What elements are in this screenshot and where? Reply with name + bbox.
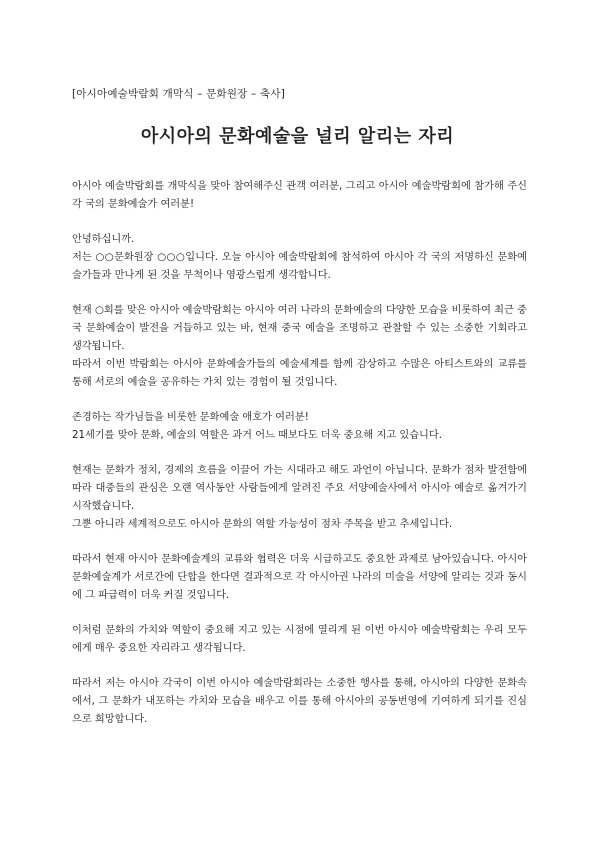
paragraph [72,462,527,534]
paragraph-line: 현재는 문화가 정치, 경제의 흐름을 이끌어 가는 시대라고 해도 과언이 아닙니다. 문화가 점차 발전함에 따라 대중들의 관심은 오랜 역사동안 사람들에게 알려진 주요 서양예술사에서 아시아 예술로 옮겨가기 시작했습니다. [72,465,527,512]
page-title: 아시아의 문화예술을 널리 알리는 자리 [140,126,455,147]
document-header: [아시아예술박람회 개막식 – 문화원장 – 축사] [72,88,286,100]
paragraph [72,409,527,445]
paragraph-line: 저는 ○○문화원장 ○○○입니다. 오늘 아시아 예술박람회에 참석하여 아시아 각 국의 저명하신 문화예술가들과 만나게 된 것을 무척이나 영광스럽게 생각합니다. [72,252,527,281]
paragraph-line: 아시아 예술박람회를 개막식을 맞아 참여해주신 관객 여러분, 그리고 아시아 예술박람회에 참가해 주신 각 국의 문화예술가 여러분! [72,181,527,210]
paragraph [72,675,527,729]
paragraph-line: 이처럼 문화의 가치와 역할이 중요해 지고 있는 시점에 열리게 된 이번 아시아 예술박람회는 우리 모두에게 매우 중요한 자리라고 생각됩니다. [72,625,527,654]
paragraph-line: 따라서 이번 박람회는 아시아 문화예술가들의 예술세계를 함께 감상하고 수많은 아티스트와의 교류를 통해 서로의 예술을 공유하는 가치 있는 경험이 될 것입니다. [72,359,527,388]
paragraph [72,231,527,285]
document-body [72,178,527,746]
paragraph-line: 현재 ○회를 맞은 아시아 예술박람회는 아시아 여러 나라의 문화예술의 다양한 모습을 비롯하여 최근 중국 문화예술이 발전을 거듭하고 있는 바, 현재 중국 예술을 조명하고 관찰할 수 있는 소중한 기회라고 생각됩니다. [72,305,527,352]
paragraph-line: 따라서 저는 아시아 각국이 이번 아시아 예술박람회라는 소중한 행사를 통해, 아시아의 다양한 문화속에서, 그 문화가 내포하는 가치와 모습을 배우고 이를 통해 아시아의 공동번영에 기여하게 되기를 진심으로 희망합니다. [72,678,527,725]
paragraph-line: 존경하는 작가님들을 비롯한 문화예술 애호가 여러분! [72,412,309,423]
paragraph [72,551,527,605]
paragraph [72,622,527,658]
paragraph [72,178,527,214]
paragraph-line: 안녕하십니까. [72,234,135,245]
paragraph-line: 따라서 현재 아시아 문화예술계의 교류와 협력은 더욱 시급하고도 중요한 과제로 남아있습니다. 아시아 문화예술계가 서로간에 단합을 한다면 결과적으로 각 아시아권 나라의 미술을 서양에 알리는 것과 동시에 그 파급력이 더욱 커질 것입니다. [72,554,527,601]
paragraph-line: 그뿐 아니라 세계적으로도 아시아 문화의 역할 가능성이 점차 주목을 받고 추세입니다. [72,519,453,530]
paragraph-line: 21세기를 맞아 문화, 예술의 역할은 과거 어느 때보다도 더욱 중요해 지고 있습니다. [72,430,442,441]
paragraph [72,302,527,392]
